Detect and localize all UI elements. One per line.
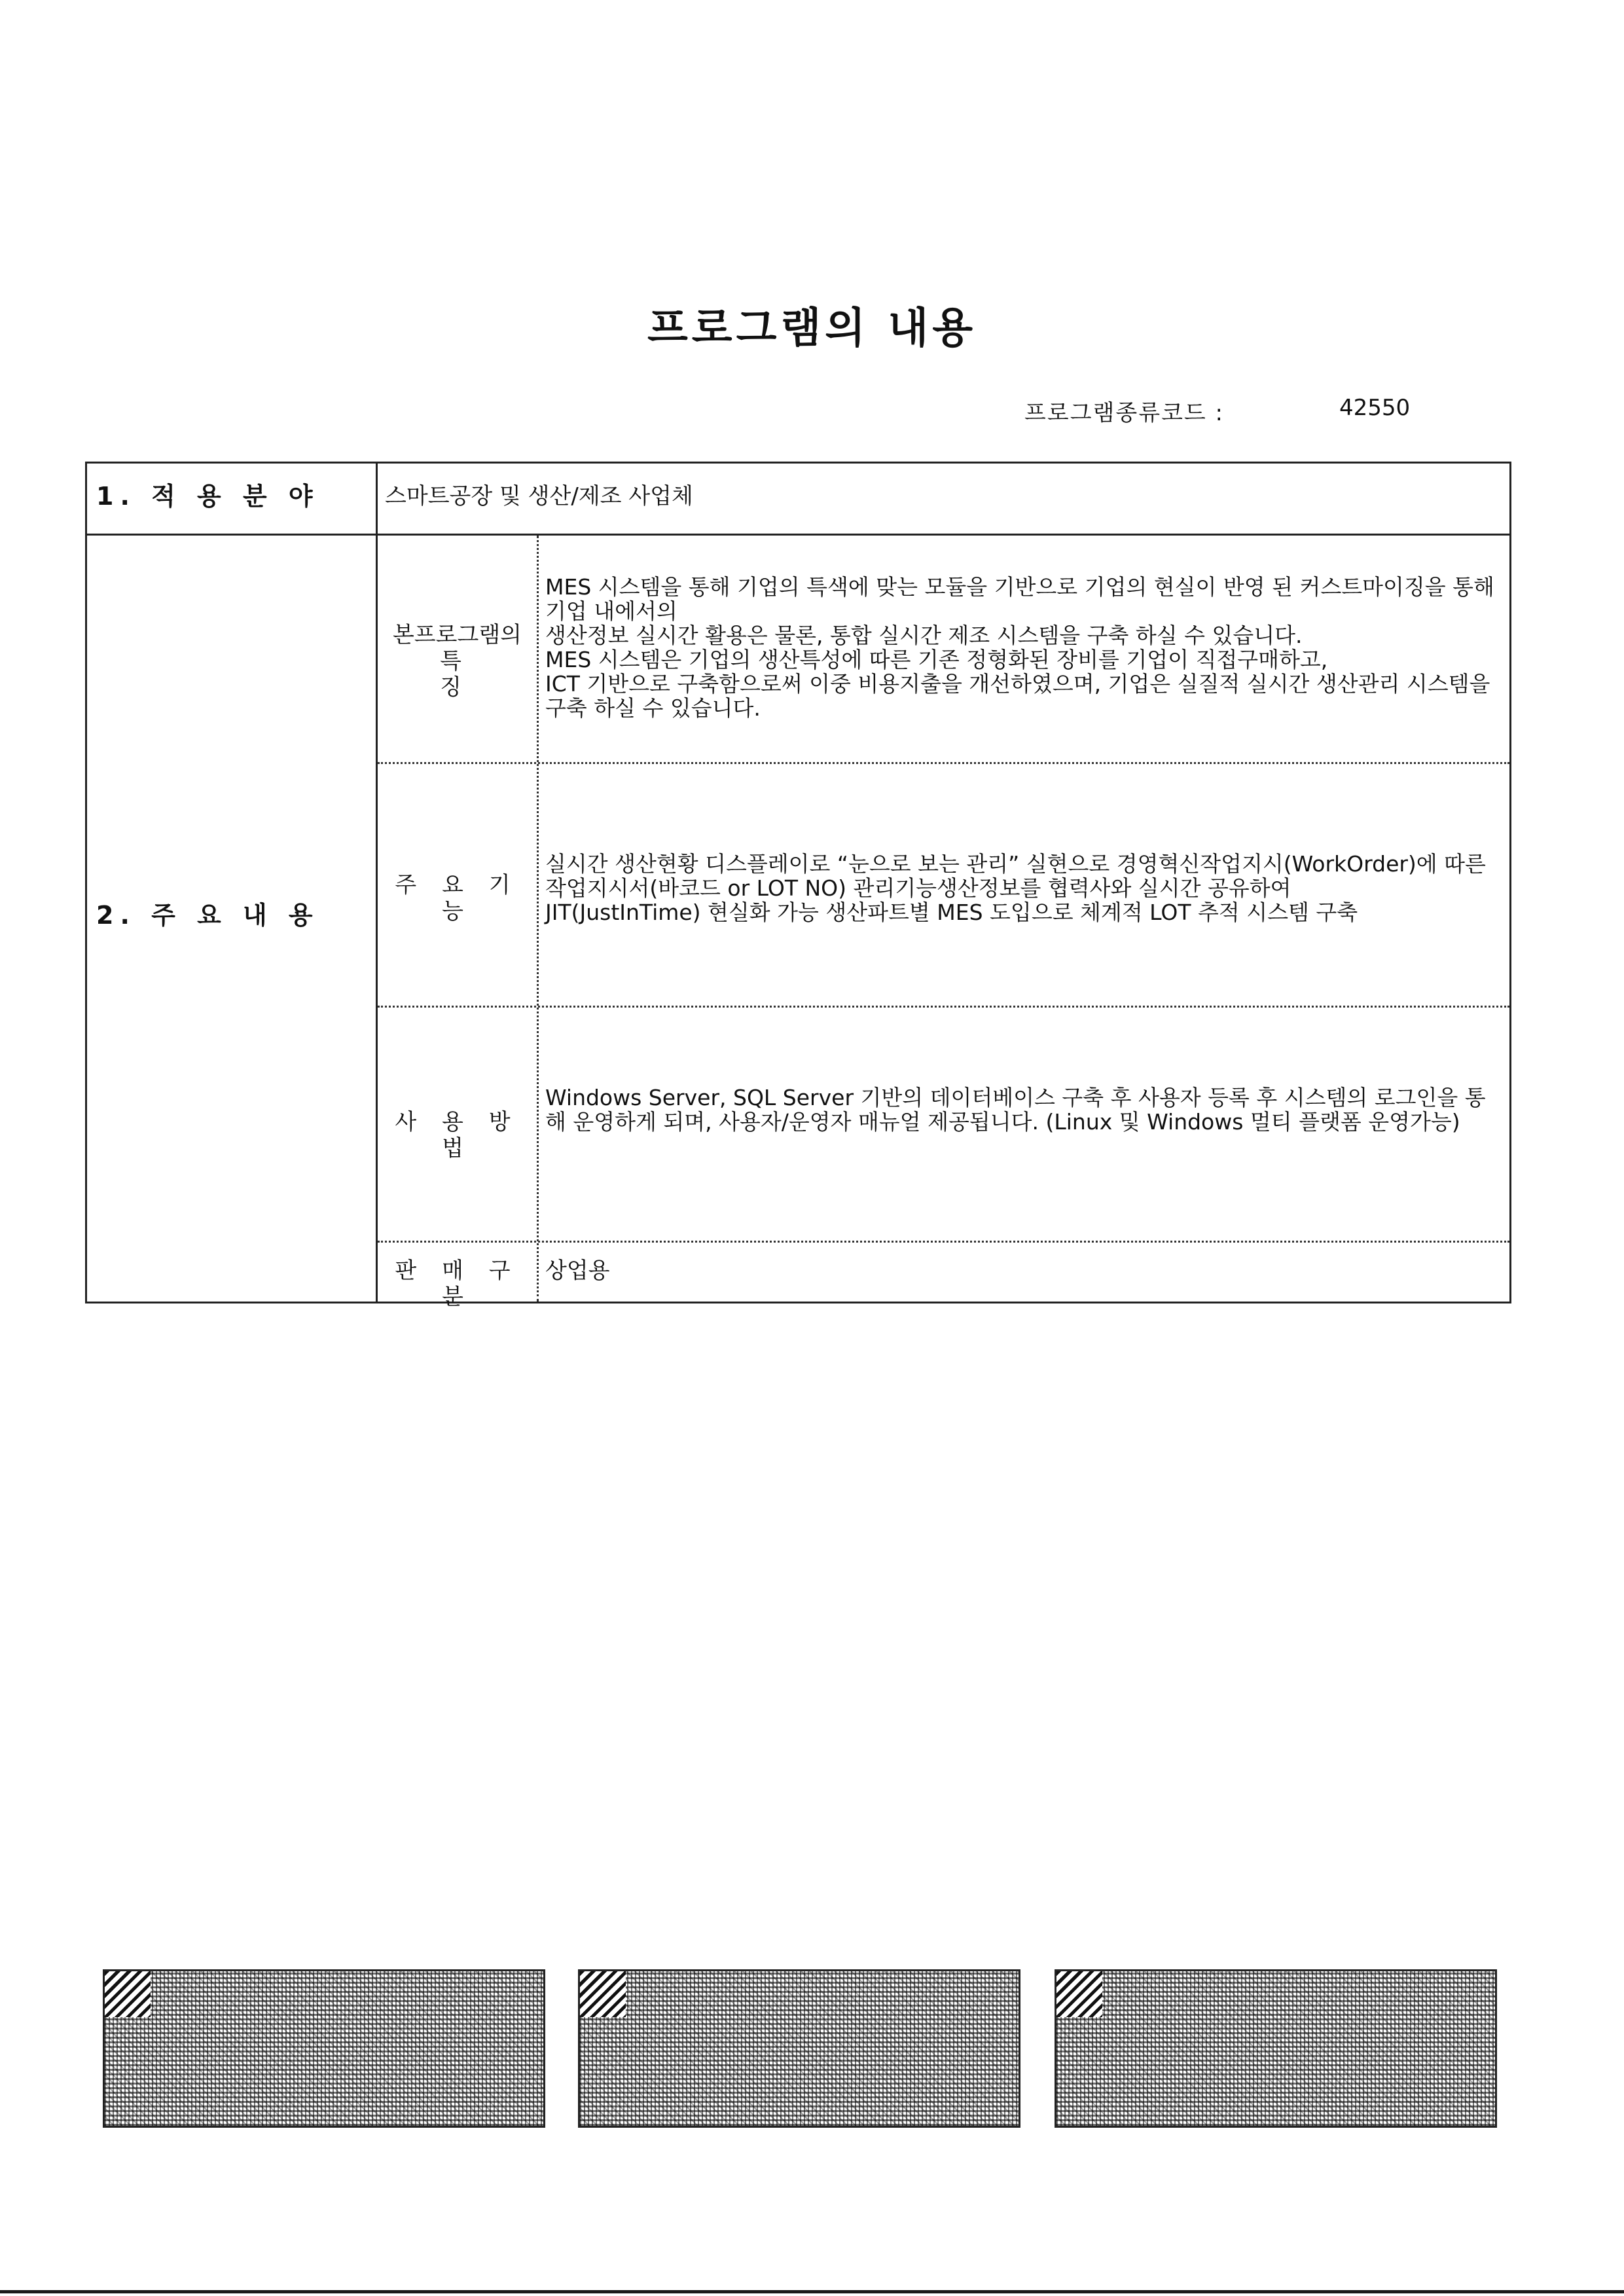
features-label xyxy=(378,622,537,701)
features-text: MES 시스템을 통해 기업의 특색에 맞는 모듈을 기반으로 기업의 현실이 반영 된 커스트마이징을 통해 기업 내에서의 생산정보 실시간 활용은 물론, 통합 실시간 제조 시스템을 구축 하실 수 있습니다. MES 시스템은 기업의 생산특성에 따른 기존 정형화된 장비를 기업이 직접구매하고, ICT 기반으로 구축함으로써 이중 비용지출을 개선하였으며, 기업은 실질적 실시간 생산관리 시스템을 구축 하실 수 있습니다. xyxy=(545,574,1494,721)
usage-label: 사 용 방 법 xyxy=(395,1109,520,1161)
usage-text: Windows Server, SQL Server 기반의 데이터베이스 구축 후 사용자 등록 후 시스템의 로그인을 통해 운영하게 되며, 사용자/운영자 매뉴얼 제공됩니다. (Linux 및 Windows 멀티 플랫폼 운영가능) xyxy=(545,1085,1486,1135)
table-divider-row-3 xyxy=(378,1241,1509,1243)
program-code-label: 프로그램종류코드 : xyxy=(1024,400,1225,426)
main-functions-text: 실시간 생산현황 디스플레이로 “눈으로 보는 관리” 실현으로 경영혁신작업지시(WorkOrder)에 따른 작업지시서(바코드 or LOT NO) 관리기능생산정보를 협력사와 실시간 공유하여 JIT(JustInTime) 현실화 가능 생산파트별 MES 도입으로 체계적 LOT 추적 시스템 구축 xyxy=(545,851,1486,925)
barcode-corner-mark xyxy=(580,1971,626,2017)
table-divider-sub-column xyxy=(537,536,539,1302)
page-title: 프로그램의 내용 xyxy=(647,304,977,353)
section-1-value: 스마트공장 및 생산/제조 사업체 xyxy=(385,483,693,509)
scan-edge xyxy=(0,2290,1624,2293)
section-1-label: 1. 적 용 분 야 xyxy=(96,482,319,511)
main-functions-label: 주 요 기 능 xyxy=(395,872,520,924)
program-content-table xyxy=(85,462,1511,1310)
sales-type-label: 판 매 구 분 xyxy=(395,1258,520,1310)
program-code-value: 42550 xyxy=(1339,395,1411,421)
table-divider-row-1 xyxy=(378,762,1509,764)
table-divider-row-2 xyxy=(378,1006,1509,1008)
features-label-line-2: 특 징 xyxy=(440,648,501,701)
table-divider-section xyxy=(87,534,1509,536)
section-2-label: 2. 주 요 내 용 xyxy=(96,901,319,930)
barcode-1 xyxy=(103,1969,545,2128)
barcode-corner-mark xyxy=(105,1971,151,2017)
barcode-corner-mark xyxy=(1056,1971,1102,2017)
barcode-3 xyxy=(1055,1969,1497,2128)
features-label-line-1: 본프로그램의 xyxy=(392,622,522,648)
barcode-2 xyxy=(578,1969,1020,2128)
sales-type-value: 상업용 xyxy=(545,1258,610,1284)
